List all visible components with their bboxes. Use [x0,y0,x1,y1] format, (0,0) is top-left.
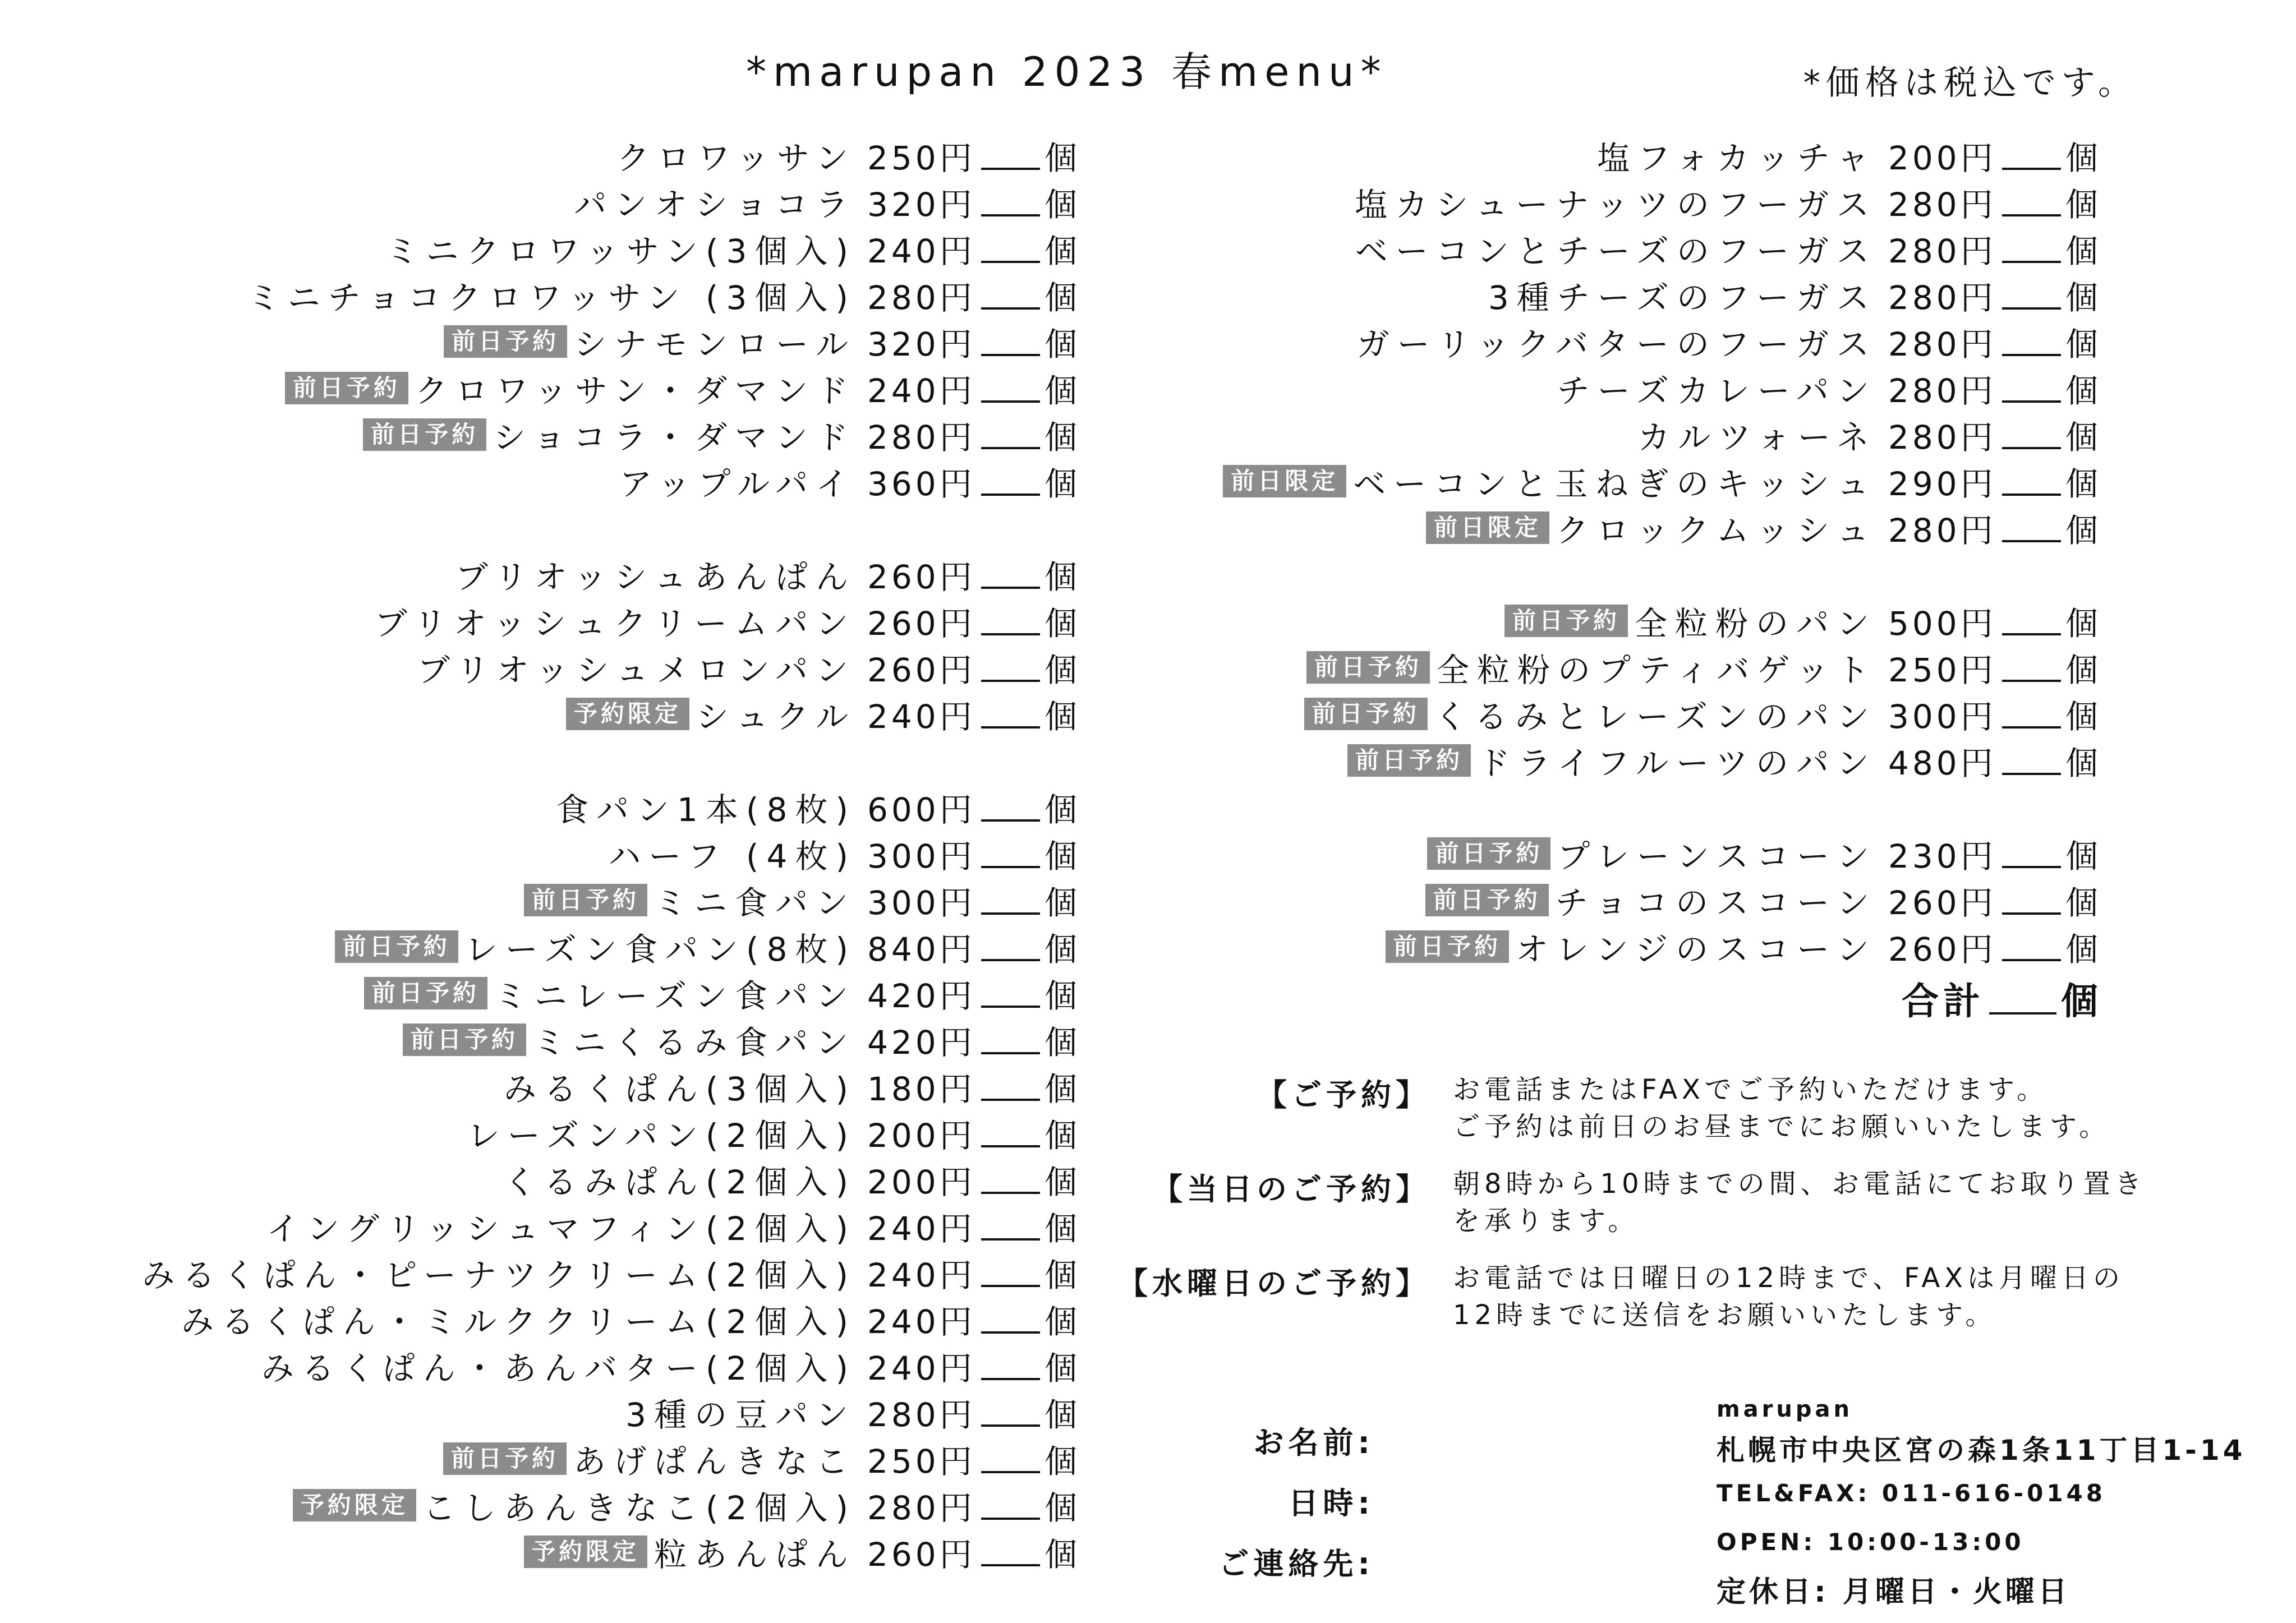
quantity-blank[interactable] [981,886,1040,915]
name-field-label[interactable]: お名前: [1253,1425,1374,1460]
menu-item-price: 280円 [1888,418,1996,457]
reservation-badge: 予約限定 [293,1489,416,1521]
menu-item-price: 840円 [867,930,976,969]
menu-item-name: ブリオッシュあんぱん [455,557,856,596]
menu-item-row [34,271,1077,318]
reservation-badge: 前日予約 [1306,651,1430,684]
menu-item-row [34,1063,1077,1109]
reservation-badge: 前日予約 [443,1442,567,1475]
reservation-badge: 前日予約 [1425,884,1549,916]
menu-item-name: ベーコンとチーズのフーガス [1355,232,1877,270]
note-body [1453,1165,2289,1239]
menu-item-name: ブリオッシュメロンパン [417,651,856,689]
quantity-blank[interactable] [981,1537,1040,1566]
menu-item-price: 360円 [867,464,976,503]
menu-item-row [34,365,1077,411]
menu-item-row [1111,830,2098,877]
quantity-blank[interactable] [981,1072,1040,1101]
unit-label: 個 [1044,1395,1077,1434]
menu-item-row [34,970,1077,1016]
datetime-field-label[interactable]: 日時: [1288,1486,1374,1521]
unit-label: 個 [2065,883,2098,922]
menu-item-name: チーズカレーパン [1557,371,1877,410]
menu-item-price: 280円 [867,1395,976,1434]
quantity-blank[interactable] [981,1304,1040,1334]
quantity-blank[interactable] [2002,513,2061,542]
menu-item-name: オレンジのスコーン [1516,930,1877,969]
shop-name: marupan [1717,1396,1853,1422]
menu-item-name: ガーリックバターのフーガス [1356,325,1877,363]
menu-title: *marupan 2023 春menu* [746,48,1388,95]
note-heading: 【ご予約】 [1257,1077,1430,1113]
reservation-badge: 前日限定 [1426,511,1549,544]
unit-label: 個 [1044,371,1077,410]
menu-item-name: みるくぱん・ピーナツクリーム(2個入) [142,1256,856,1294]
tax-note: *価格は税込です。 [1803,63,2137,103]
menu-item-row [1111,365,2098,411]
menu-item-name: 全粒粉のパン [1634,604,1877,643]
note-heading: 【当日のご予約】 [1152,1172,1430,1207]
menu-item-price: 320円 [867,185,976,224]
menu-item-row [34,132,1077,178]
note-line: ご予約は前日のお昼までにお願いいたします。 [1453,1111,2111,1142]
menu-item-price: 280円 [1888,325,1996,363]
note-reservation [1116,1071,2289,1145]
menu-item-price: 200円 [867,1163,976,1201]
menu-item-name: レーズンパン(2個入) [467,1116,856,1155]
unit-label: 個 [1044,232,1077,270]
menu-item-row [1111,644,2098,690]
shop-closed-days: 定休日: 月曜日・火曜日 [1717,1575,2070,1609]
menu-item-row [34,1202,1077,1249]
menu-item-row [34,1528,1077,1575]
menu-item-price: 280円 [867,278,976,317]
menu-item-price: 180円 [867,1069,976,1108]
menu-item-name: イングリッシュマフィン(2個入) [266,1209,856,1248]
quantity-blank[interactable] [2002,839,2061,868]
menu-item-name: プレーンスコーン [1557,837,1877,875]
quantity-blank[interactable] [981,1258,1040,1287]
menu-item-name: ベーコンと玉ねぎのキッシュ [1353,464,1877,503]
note-heading: 【水曜日のご予約】 [1117,1266,1430,1301]
menu-item-name: ミニレーズン食パン [494,976,856,1015]
menu-item-row [1111,690,2098,737]
note-line: お電話またはFAXでご予約いただけます。 [1453,1074,2049,1105]
menu-item-price: 240円 [867,1349,976,1387]
unit-label: 個 [1044,883,1077,922]
reservation-badge: 前日予約 [524,884,647,916]
menu-item-price: 280円 [867,1488,976,1527]
unit-label: 個 [1044,325,1077,363]
note-wednesday [1116,1260,2289,1334]
quantity-blank[interactable] [981,187,1040,216]
menu-item-price: 280円 [1888,511,1996,550]
menu-item-name: ショコラ・ダマンド [493,418,856,457]
contact-field-label[interactable]: ご連絡先: [1218,1546,1374,1581]
reservation-badge: 前日予約 [364,977,487,1009]
menu-item-name: ドライフルーツのパン [1478,744,1877,782]
quantity-blank[interactable] [981,932,1040,961]
total-label: 合計 [1902,979,1985,1023]
quantity-blank[interactable] [981,374,1040,403]
unit-label: 個 [1044,1349,1077,1387]
menu-item-price: 250円 [1888,651,1996,689]
menu-item-row [34,551,1077,597]
menu-item-price: 480円 [1888,744,1996,782]
unit-label: 個 [2065,930,2098,969]
quantity-blank[interactable] [981,979,1040,1008]
unit-label: 個 [2065,697,2098,736]
quantity-blank[interactable] [2002,886,2061,915]
menu-item-row [1111,132,2098,178]
unit-label: 個 [1044,557,1077,596]
unit-label: 個 [1044,1535,1077,1574]
menu-item-name: ブリオッシュクリームパン [374,604,856,643]
quantity-blank[interactable] [2002,420,2061,449]
menu-item-row [34,1342,1077,1389]
menu-item-row [1111,271,2098,318]
menu-item-name: ハーフ (4枚) [608,837,856,875]
unit-label: 個 [1044,976,1077,1015]
menu-item-name: アップルパイ [619,464,856,503]
quantity-blank[interactable] [981,560,1040,589]
unit-label: 個 [2065,604,2098,643]
menu-item-row [1111,178,2098,225]
menu-item-price: 260円 [1888,883,1996,922]
quantity-blank[interactable] [2002,374,2061,403]
unit-label: 個 [2065,232,2098,270]
menu-spacer [34,504,1077,551]
right-menu-column [1111,132,2098,1026]
menu-item-price: 240円 [867,1302,976,1341]
menu-item-row [34,1016,1077,1063]
menu-item-row [1111,225,2098,271]
note-line: 朝8時から10時までの間、お電話にてお取り置き [1453,1168,2146,1200]
total-quantity-blank[interactable] [1989,981,2056,1015]
menu-item-name: 3種の豆パン [625,1395,856,1434]
unit-label: 個 [2065,278,2098,317]
reservation-badge: 前日予約 [444,325,567,358]
menu-spacer [1111,783,2098,830]
menu-item-price: 420円 [867,976,976,1015]
quantity-blank[interactable] [2002,467,2061,496]
note-same-day [1116,1165,2289,1239]
note-body [1453,1071,2289,1145]
quantity-blank[interactable] [981,1118,1040,1147]
reservation-badge: 前日予約 [1347,744,1471,777]
menu-item-price: 250円 [867,139,976,177]
menu-item-price: 240円 [867,1209,976,1248]
menu-item-price: 280円 [1888,185,1996,224]
unit-label: 個 [1044,790,1077,829]
menu-item-price: 240円 [867,371,976,410]
quantity-blank[interactable] [981,327,1040,356]
reservation-badge: 予約限定 [524,1536,647,1568]
menu-item-price: 260円 [867,1535,976,1574]
menu-item-price: 500円 [1888,604,1996,643]
unit-label: 個 [1044,604,1077,643]
menu-item-row [34,1482,1077,1528]
quantity-blank[interactable] [981,699,1040,728]
quantity-blank[interactable] [981,280,1040,310]
menu-item-row [34,1156,1077,1202]
menu-item-price: 600円 [867,790,976,829]
unit-label: 個 [1044,651,1077,689]
quantity-blank[interactable] [2002,932,2061,961]
quantity-blank[interactable] [981,1351,1040,1380]
reservation-badge: 前日予約 [1427,837,1550,870]
unit-label: 個 [1044,1209,1077,1248]
unit-label: 個 [1044,837,1077,875]
menu-item-name: パンオショコラ [574,185,856,224]
quantity-blank[interactable] [981,606,1040,635]
menu-item-price: 240円 [867,1256,976,1294]
menu-item-name: 食パン1本(8枚) [555,790,856,829]
quantity-blank[interactable] [2002,187,2061,216]
menu-item-price: 290円 [1888,464,1996,503]
menu-spacer [1111,551,2098,597]
menu-item-price: 200円 [867,1116,976,1155]
menu-item-name: クロワッサン・ダマンド [415,371,856,410]
menu-item-row [34,225,1077,271]
menu-item-price: 300円 [1888,697,1996,736]
reservation-badge: 前日予約 [403,1023,526,1056]
menu-item-name: みるくぱん・ミルククリーム(2個入) [181,1302,856,1341]
menu-item-price: 240円 [867,232,976,270]
menu-item-row [1111,504,2098,551]
quantity-blank[interactable] [2002,280,2061,310]
quantity-blank[interactable] [2002,141,2061,170]
unit-label: 個 [2061,979,2098,1023]
menu-item-row [34,411,1077,458]
menu-item-row [1111,877,2098,923]
unit-label: 個 [2065,185,2098,224]
reservation-badge: 予約限定 [566,698,689,730]
menu-item-price: 280円 [1888,232,1996,270]
menu-item-name: 粒あんぱん [654,1535,856,1574]
menu-item-price: 300円 [867,883,976,922]
menu-item-price: 250円 [867,1442,976,1481]
menu-item-name: 全粒粉のプティバゲット [1436,651,1877,689]
shop-tel-fax: TEL&FAX: 011-616-0148 [1717,1479,2106,1507]
unit-label: 個 [1044,1163,1077,1201]
menu-item-name: ミニ食パン [654,883,856,922]
menu-item-row [34,644,1077,690]
unit-label: 個 [1044,1069,1077,1108]
quantity-blank[interactable] [981,653,1040,682]
menu-item-name: レーズン食パン(8枚) [464,930,856,969]
quantity-blank[interactable] [981,792,1040,822]
menu-item-price: 300円 [867,837,976,875]
menu-item-name: チョコのスコーン [1555,883,1877,922]
quantity-blank[interactable] [981,839,1040,868]
unit-label: 個 [1044,930,1077,969]
quantity-blank[interactable] [2002,746,2061,775]
menu-item-row [34,783,1077,830]
quantity-blank[interactable] [2002,653,2061,682]
menu-item-price: 280円 [1888,371,1996,410]
unit-label: 個 [2065,371,2098,410]
menu-item-name: シュクル [696,697,856,736]
quantity-blank[interactable] [981,234,1040,263]
unit-label: 個 [1044,1256,1077,1294]
note-body [1453,1260,2289,1334]
menu-item-name: こしあんきなこ(2個入) [422,1488,856,1527]
menu-item-name: カルツォーネ [1637,418,1877,457]
reservation-notes [1116,1071,2289,1354]
total-row [1111,970,2098,1026]
unit-label: 個 [2065,418,2098,457]
menu-item-name: 3種チーズのフーガス [1488,278,1877,317]
menu-item-row [1111,597,2098,644]
menu-item-row [34,1389,1077,1435]
menu-item-row [34,1249,1077,1295]
unit-label: 個 [2065,837,2098,875]
unit-label: 個 [1044,1023,1077,1062]
menu-item-name: ミニチョコクロワッサン (3個入) [247,278,856,317]
unit-label: 個 [1044,278,1077,317]
reservation-badge: 前日予約 [285,372,408,404]
shop-info [1717,1396,2277,1610]
order-form-fields [1116,1419,1374,1601]
note-line: お電話では日曜日の12時まで、FAXは月曜日の [1453,1262,2125,1294]
unit-label: 個 [2065,464,2098,503]
menu-item-price: 260円 [867,651,976,689]
unit-label: 個 [2065,325,2098,363]
menu-item-price: 230円 [1888,837,1996,875]
menu-item-price: 260円 [867,604,976,643]
unit-label: 個 [1044,1116,1077,1155]
unit-label: 個 [2065,651,2098,689]
menu-item-name: 塩カシューナッツのフーガス [1355,185,1877,224]
menu-item-row [34,458,1077,504]
menu-item-row [34,597,1077,644]
menu-item-name: みるくぱん(3個入) [503,1069,856,1108]
menu-item-name: クロワッサン [616,139,856,177]
reservation-badge: 前日予約 [1386,930,1509,963]
unit-label: 個 [1044,1442,1077,1481]
unit-label: 個 [1044,139,1077,177]
menu-item-price: 280円 [1888,278,1996,317]
quantity-blank[interactable] [2002,606,2061,635]
menu-item-row [34,1109,1077,1156]
unit-label: 個 [2065,744,2098,782]
quantity-blank[interactable] [981,420,1040,449]
menu-item-price: 240円 [867,697,976,736]
menu-item-price: 320円 [867,325,976,363]
menu-item-name: くるみぱん(2個入) [503,1163,856,1201]
quantity-blank[interactable] [981,1211,1040,1241]
note-line: 12時までに送信をお願いいたします。 [1453,1299,1997,1331]
menu-item-name: みるくぱん・あんバター(2個入) [261,1349,856,1387]
menu-spacer [34,737,1077,783]
unit-label: 個 [2065,139,2098,177]
menu-item-row [1111,318,2098,365]
menu-item-row [34,690,1077,737]
unit-label: 個 [1044,464,1077,503]
menu-item-row [34,1435,1077,1482]
unit-label: 個 [1044,1488,1077,1527]
shop-hours: OPEN: 10:00-13:00 [1717,1528,2024,1556]
menu-item-row [1111,737,2098,783]
menu-item-price: 280円 [867,418,976,457]
reservation-badge: 前日予約 [1504,605,1628,637]
menu-item-name: シナモンロール [574,325,856,363]
menu-item-name: クロックムッシュ [1556,511,1877,550]
quantity-blank[interactable] [981,1398,1040,1427]
quantity-blank[interactable] [981,1444,1040,1473]
menu-item-price: 420円 [867,1023,976,1062]
reservation-badge: 前日予約 [363,418,486,451]
menu-item-price: 260円 [1888,930,1996,969]
menu-item-name: くるみとレーズンのパン [1434,697,1877,736]
menu-item-price: 260円 [867,557,976,596]
menu-item-row [34,877,1077,923]
menu-item-row [1111,458,2098,504]
shop-address: 札幌市中央区宮の森1条11丁目1-14 [1717,1434,2246,1467]
quantity-blank[interactable] [2002,699,2061,728]
quantity-blank[interactable] [2002,327,2061,356]
unit-label: 個 [1044,185,1077,224]
menu-item-name: あげぱんきなこ [573,1442,856,1481]
menu-item-name: ミニくるみ食パン [532,1023,856,1062]
unit-label: 個 [1044,418,1077,457]
menu-item-name: ミニクロワッサン(3個入) [385,232,856,270]
menu-item-row [34,923,1077,970]
quantity-blank[interactable] [2002,234,2061,263]
reservation-badge: 前日限定 [1223,465,1346,497]
left-menu-column [34,132,1077,1575]
quantity-blank[interactable] [981,467,1040,496]
menu-item-name: 塩フォカッチャ [1597,139,1877,177]
note-line: を承ります。 [1453,1205,1640,1237]
reservation-badge: 前日予約 [1304,698,1428,730]
menu-item-row [1111,923,2098,970]
reservation-badge: 前日予約 [335,930,458,963]
unit-label: 個 [1044,1302,1077,1341]
quantity-blank[interactable] [981,141,1040,170]
menu-item-row [34,318,1077,365]
quantity-blank[interactable] [981,1025,1040,1054]
menu-item-row [34,1295,1077,1342]
menu-item-row [1111,411,2098,458]
quantity-blank[interactable] [981,1491,1040,1520]
menu-item-row [34,178,1077,225]
quantity-blank[interactable] [981,1165,1040,1194]
menu-item-price: 200円 [1888,139,1996,177]
unit-label: 個 [2065,511,2098,550]
menu-item-row [34,830,1077,877]
unit-label: 個 [1044,697,1077,736]
